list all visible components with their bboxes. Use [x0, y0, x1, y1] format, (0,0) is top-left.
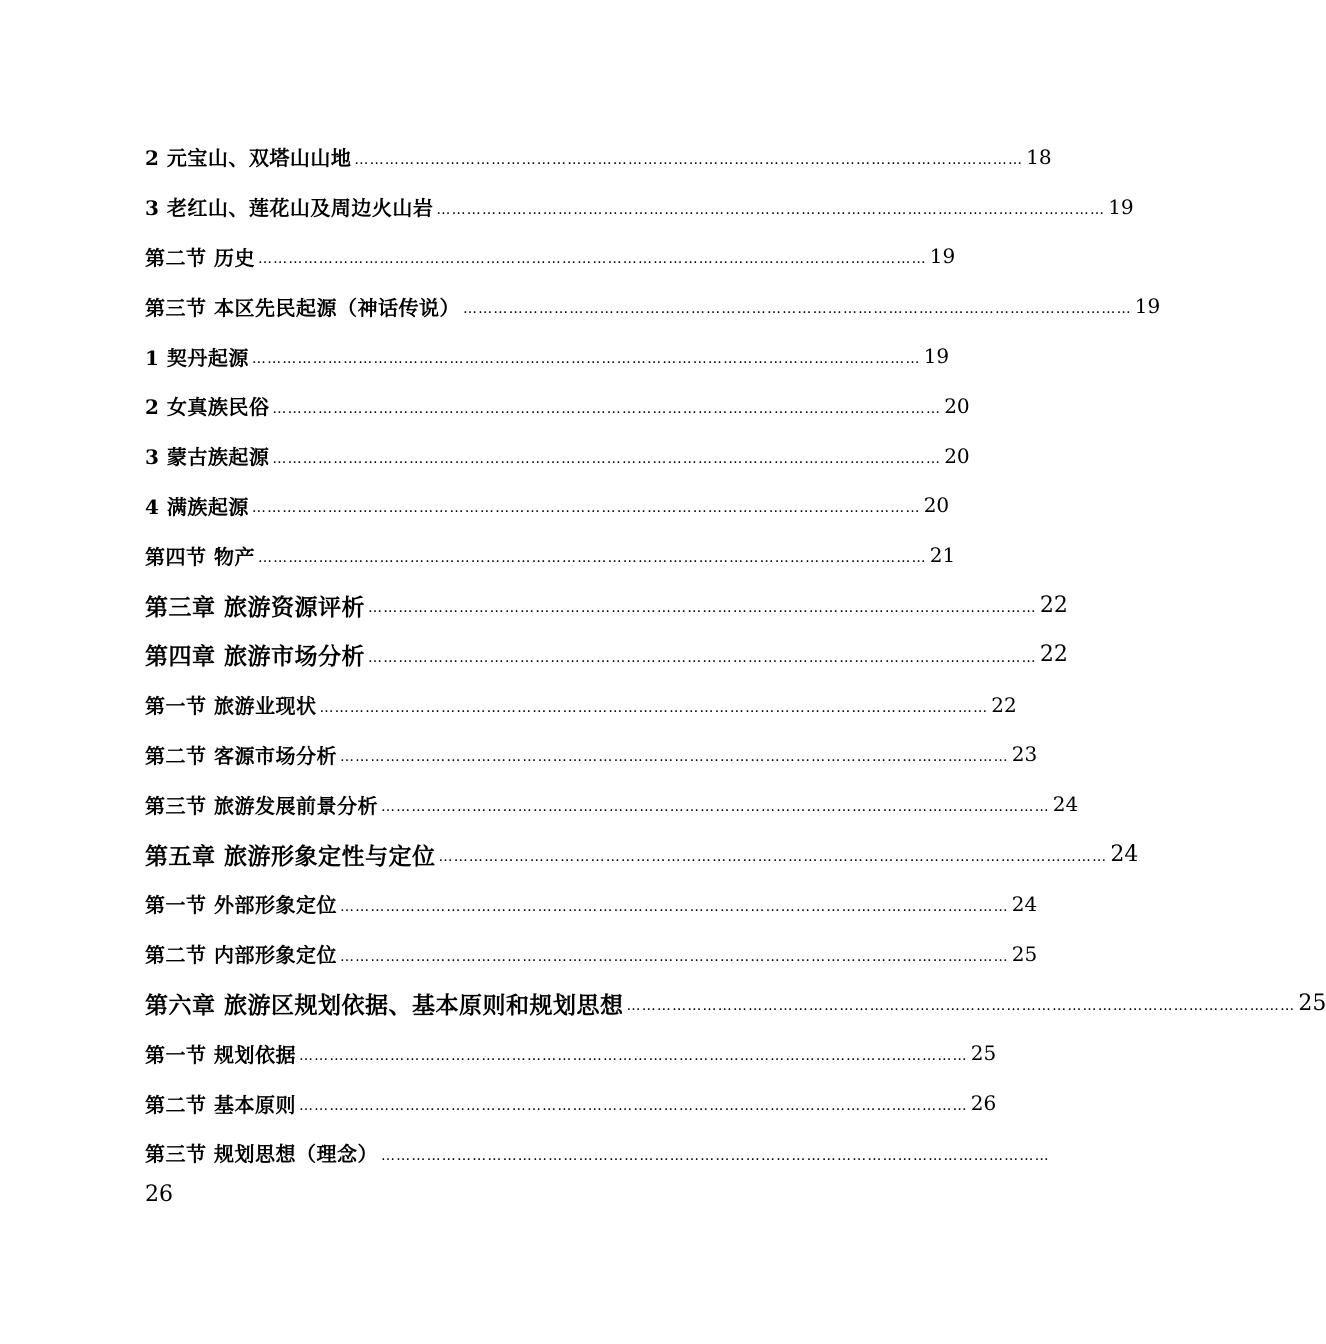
toc-entry[interactable] — [145, 232, 956, 282]
toc-page-number: 19 — [1134, 294, 1161, 319]
toc-entry-label: 第二节 客源市场分析 — [145, 743, 337, 768]
toc-entry-label: 第三节 本区先民起源（神话传说） — [145, 295, 460, 320]
toc-entry-label: 2 元宝山、双塔山山地 — [145, 146, 352, 171]
toc-page-number: 20 — [944, 393, 970, 418]
toc-page-number: 22 — [991, 692, 1017, 717]
toc-entry[interactable] — [145, 879, 1038, 929]
toc-page-number: 19 — [929, 244, 956, 269]
toc-entry[interactable] — [145, 132, 1052, 182]
toc-page-number: 21 — [929, 543, 956, 568]
toc-entry-label: 第五章 旅游形象定性与定位 — [145, 842, 436, 870]
toc-entry[interactable] — [145, 182, 1134, 232]
toc-page-number: 20 — [923, 493, 950, 518]
toc-leader-dots: …………………………………………………………………………………………………………………… — [339, 948, 1009, 965]
toc-entry-label: 第三节 规划思想（理念） — [145, 1142, 378, 1167]
toc-page-number: 25 — [970, 1041, 997, 1066]
toc-page-number: 22 — [1039, 642, 1068, 668]
toc-leader-dots: …………………………………………………………………………………………………………………… — [462, 301, 1132, 318]
toc-entry-label: 第二节 历史 — [145, 245, 255, 270]
toc-leader-dots: …………………………………………………………………………………………………………………… — [339, 898, 1009, 915]
toc-leader-dots: …………………………………………………………………………………………………………………… — [298, 1098, 968, 1115]
toc-page-number: 19 — [923, 344, 950, 369]
toc-wrapped-page-number: 26 — [145, 1182, 173, 1207]
toc-leader-dots: …………………………………………………………………………………………………………………… — [298, 1048, 968, 1065]
toc-page-number: 24 — [1052, 792, 1079, 817]
toc-leader-dots: …………………………………………………………………………………………………………………… — [272, 450, 942, 467]
toc-entry[interactable] — [145, 331, 950, 381]
toc-entry[interactable] — [145, 281, 1161, 331]
toc-entry-label: 第二节 基本原则 — [145, 1092, 296, 1117]
toc-page-number: 19 — [1108, 194, 1134, 219]
toc-leader-dots: …………………………………………………………………………………………………………………… — [251, 351, 921, 368]
toc-entry[interactable] — [145, 381, 970, 431]
toc-entry-label: 第六章 旅游区规划依据、基本原则和规划思想 — [145, 991, 624, 1019]
toc-entry-label: 第一节 规划依据 — [145, 1042, 296, 1067]
toc-leader-dots: …………………………………………………………………………………………………………………… — [354, 151, 1024, 168]
toc-leader-dots: …………………………………………………………………………………………………………………… — [438, 849, 1108, 866]
toc-entry[interactable] — [145, 1028, 997, 1078]
toc-leader-dots: …………………………………………………………………………………………………………………… — [257, 550, 927, 567]
toc-entry-label: 1 契丹起源 — [145, 345, 249, 370]
toc-page-number: 26 — [970, 1091, 997, 1116]
toc-leader-dots: …………………………………………………………………………………………………………………… — [319, 699, 989, 716]
toc-page-number: 22 — [1039, 592, 1068, 618]
table-of-contents — [145, 132, 1326, 1178]
toc-leader-dots: …………………………………………………………………………………………………………………… — [257, 251, 927, 268]
toc-page-number: 24 — [1011, 891, 1038, 916]
toc-entry-label: 第三章 旅游资源评析 — [145, 593, 366, 621]
toc-leader-dots: …………………………………………………………………………………………………………………… — [380, 1147, 1050, 1164]
toc-entry[interactable] — [145, 431, 970, 481]
toc-leader-dots: …………………………………………………………………………………………………………………… — [436, 201, 1106, 218]
toc-entry-label: 第四节 物产 — [145, 544, 255, 569]
toc-entry[interactable] — [145, 779, 1079, 829]
toc-chapter-entry[interactable] — [145, 580, 1068, 630]
toc-leader-dots: …………………………………………………………………………………………………………………… — [251, 500, 921, 517]
toc-entry-label: 4 满族起源 — [145, 494, 249, 519]
toc-leader-dots: …………………………………………………………………………………………………………………… — [339, 749, 1009, 766]
toc-entry-label: 第一节 旅游业现状 — [145, 694, 317, 719]
toc-page-number: 24 — [1110, 841, 1139, 867]
toc-entry-label: 3 老红山、莲花山及周边火山岩 — [145, 196, 434, 221]
toc-entry-label: 第四章 旅游市场分析 — [145, 643, 366, 671]
toc-leader-dots: …………………………………………………………………………………………………………………… — [368, 649, 1037, 666]
toc-leader-dots: …………………………………………………………………………………………………………………… — [626, 998, 1296, 1015]
toc-entry[interactable] — [145, 481, 950, 531]
toc-leader-dots: …………………………………………………………………………………………………………………… — [380, 799, 1050, 816]
toc-chapter-entry[interactable] — [145, 979, 1326, 1029]
toc-page-number: 18 — [1026, 144, 1052, 169]
toc-entry[interactable] — [145, 1128, 1050, 1178]
toc-entry[interactable] — [145, 730, 1038, 780]
toc-page-number: 20 — [944, 443, 970, 468]
toc-entry[interactable] — [145, 680, 1017, 730]
toc-page-number: 23 — [1011, 742, 1038, 767]
toc-entry-label: 第一节 外部形象定位 — [145, 893, 337, 918]
toc-chapter-entry[interactable] — [145, 829, 1139, 879]
toc-entry-label: 第二节 内部形象定位 — [145, 943, 337, 968]
toc-chapter-entry[interactable] — [145, 630, 1068, 680]
toc-entry-label: 第三节 旅游发展前景分析 — [145, 793, 378, 818]
toc-page-number: 25 — [1298, 990, 1326, 1016]
toc-entry[interactable] — [145, 530, 956, 580]
toc-entry-label: 2 女真族民俗 — [145, 395, 270, 420]
toc-entry-label: 3 蒙古族起源 — [145, 445, 270, 470]
toc-entry[interactable] — [145, 929, 1038, 979]
toc-leader-dots: …………………………………………………………………………………………………………………… — [272, 400, 942, 417]
toc-page-number: 25 — [1011, 941, 1038, 966]
toc-leader-dots: …………………………………………………………………………………………………………………… — [368, 600, 1037, 617]
toc-entry[interactable] — [145, 1078, 997, 1128]
